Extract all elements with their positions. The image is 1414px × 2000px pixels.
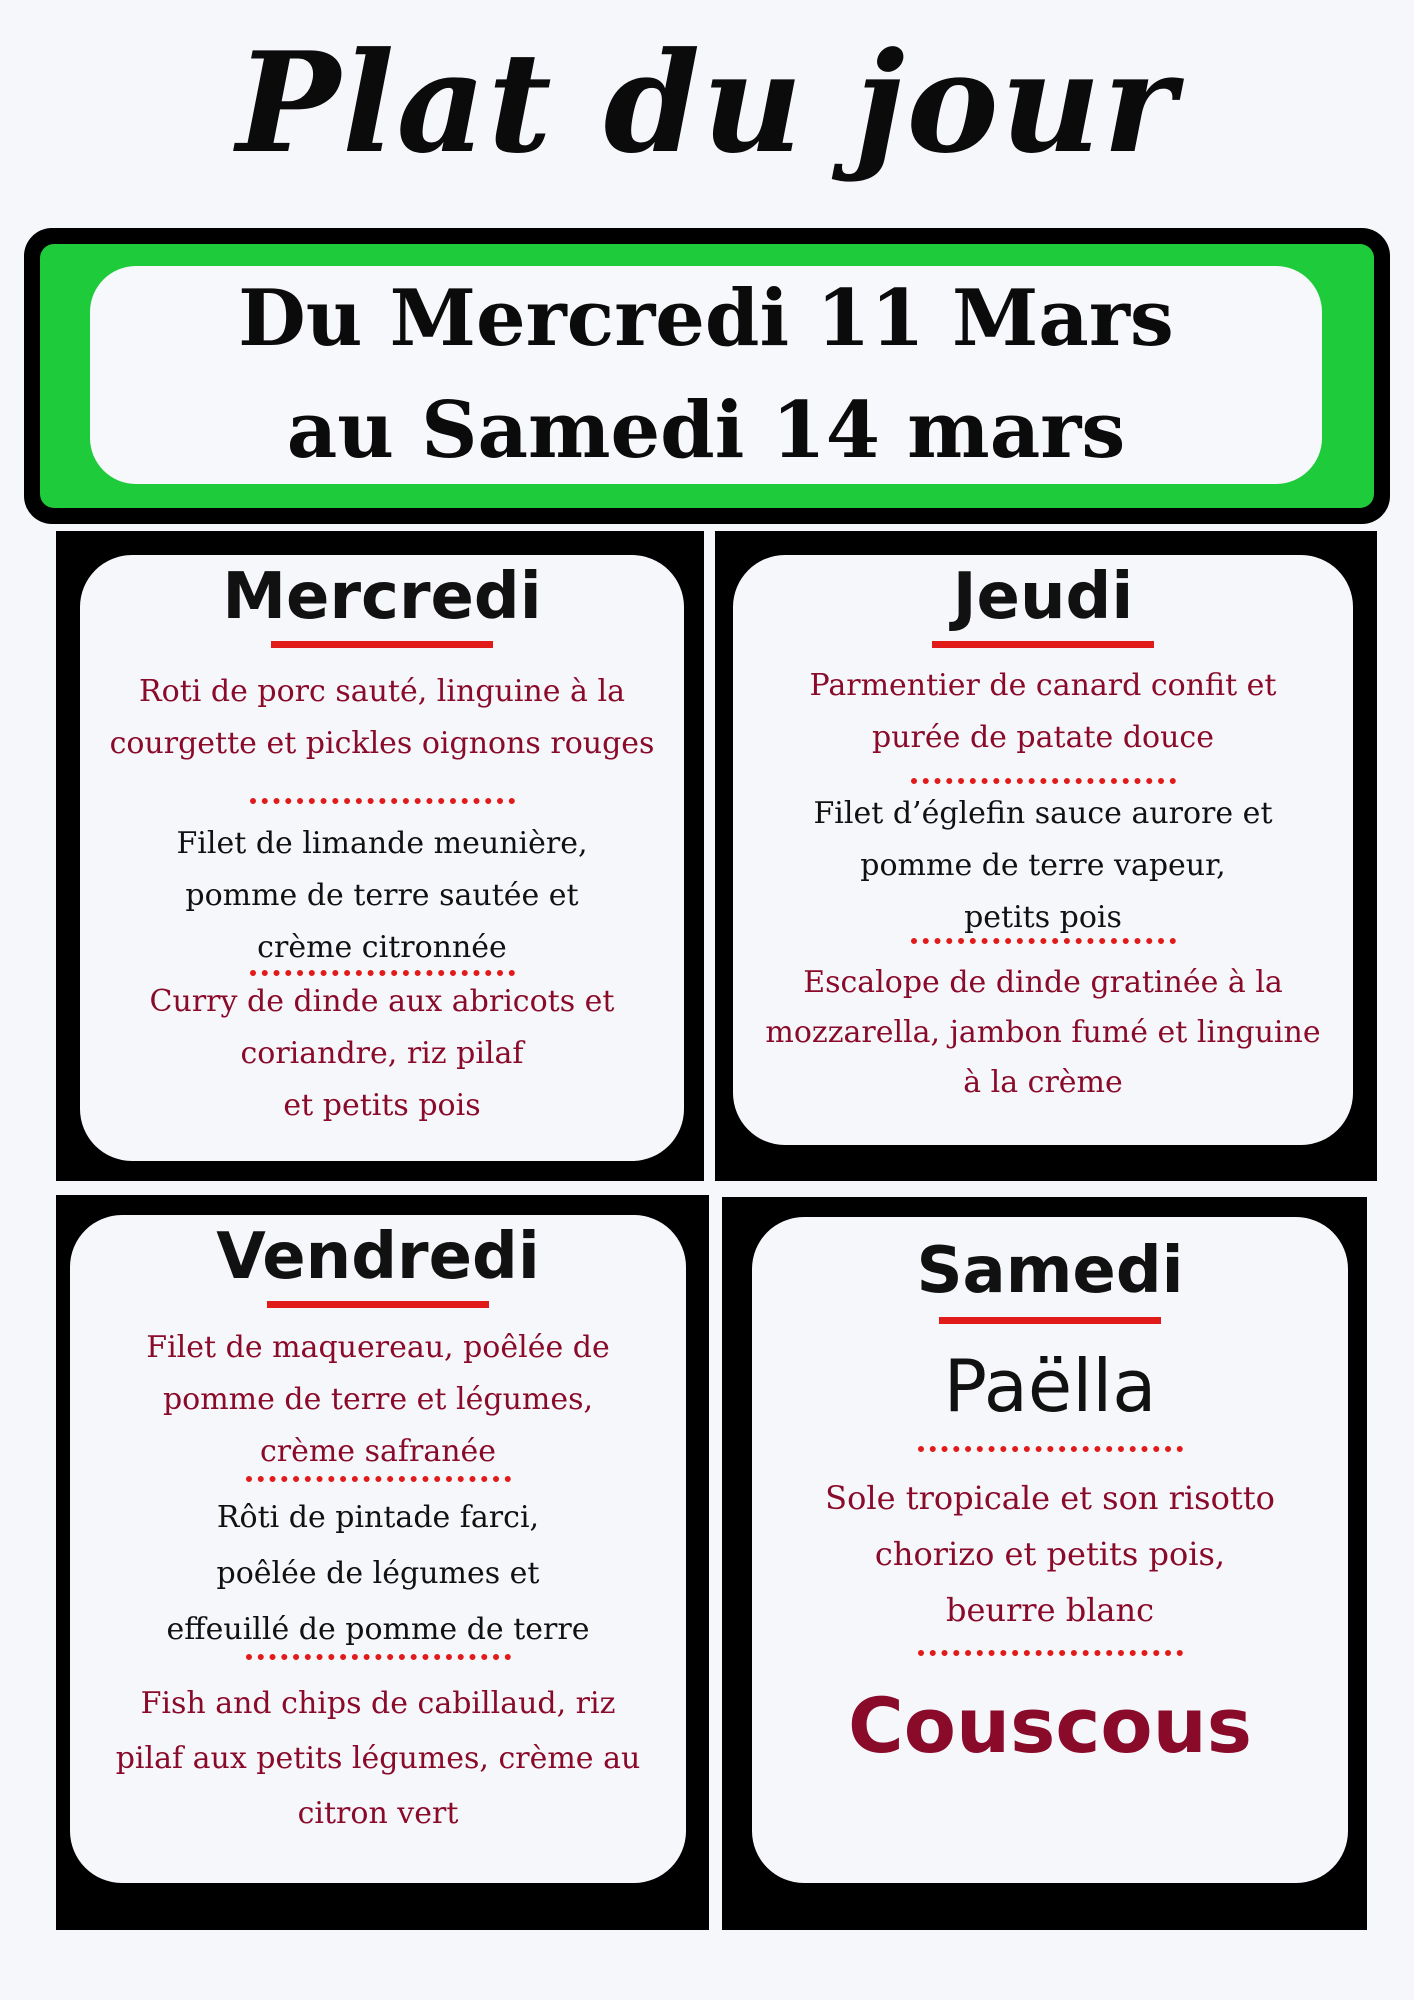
dish-mercredi-2 bbox=[80, 818, 684, 974]
card-mercredi bbox=[80, 555, 684, 1161]
dish-line: courgette et pickles oignons rouges bbox=[109, 726, 655, 761]
dish-samedi-1: Paëlla bbox=[943, 1344, 1157, 1428]
dish-line: Filet d’églefin sauce aurore et bbox=[813, 796, 1273, 831]
dish-line: crème citronnée bbox=[257, 930, 507, 965]
dish-line: purée de patate douce bbox=[872, 720, 1214, 755]
dish-jeudi-1 bbox=[733, 660, 1353, 764]
day-title-samedi: Samedi bbox=[916, 1234, 1184, 1308]
panel-vendredi bbox=[56, 1195, 709, 1930]
dish-samedi-3: Couscous bbox=[848, 1681, 1252, 1770]
dish-line: pomme de terre sautée et bbox=[185, 878, 579, 913]
dish-line: pomme de terre et légumes, bbox=[162, 1382, 594, 1417]
dish-line: Escalope de dinde gratinée à la bbox=[803, 965, 1283, 1000]
day-title-jeudi: Jeudi bbox=[952, 560, 1134, 634]
dish-line: pilaf aux petits légumes, crème au bbox=[115, 1741, 641, 1776]
dish-line: coriandre, riz pilaf bbox=[240, 1036, 524, 1071]
dish-line: et petits pois bbox=[283, 1088, 481, 1123]
panel-jeudi bbox=[715, 531, 1377, 1181]
day-title-mercredi: Mercredi bbox=[222, 560, 542, 634]
dish-mercredi-1 bbox=[80, 666, 684, 770]
page-title: Plat du jour bbox=[236, 21, 1178, 184]
dish-line: Curry de dinde aux abricots et bbox=[149, 984, 615, 1019]
dish-line: à la crème bbox=[963, 1065, 1123, 1100]
dish-line: Filet de limande meunière, bbox=[176, 826, 588, 861]
dish-line: citron vert bbox=[297, 1796, 459, 1831]
dish-line: Rôti de pintade farci, bbox=[216, 1500, 540, 1535]
dish-line: Parmentier de canard confit et bbox=[809, 668, 1277, 703]
card-jeudi bbox=[733, 555, 1353, 1145]
dish-line: Sole tropicale et son risotto bbox=[825, 1479, 1275, 1517]
dish-line: Fish and chips de cabillaud, riz bbox=[140, 1686, 616, 1721]
dish-jeudi-3 bbox=[733, 958, 1353, 1108]
dish-line: Filet de maquereau, poêlée de bbox=[146, 1330, 610, 1365]
panel-samedi bbox=[722, 1197, 1367, 1930]
panel-mercredi bbox=[56, 531, 704, 1181]
card-samedi bbox=[752, 1217, 1348, 1883]
dish-line: beurre blanc bbox=[945, 1591, 1155, 1629]
dish-line: pomme de terre vapeur, bbox=[860, 848, 1226, 883]
dish-line: Roti de porc sauté, linguine à la bbox=[139, 674, 625, 709]
dish-line: mozzarella, jambon fumé et linguine bbox=[765, 1015, 1321, 1050]
dish-vendredi-1 bbox=[70, 1322, 686, 1478]
dish-vendredi-3 bbox=[70, 1676, 686, 1841]
dish-line: crème safranée bbox=[259, 1434, 497, 1469]
dish-line: poêlée de légumes et bbox=[216, 1556, 540, 1591]
dish-mercredi-3 bbox=[80, 976, 684, 1132]
dish-line: chorizo et petits pois, bbox=[874, 1535, 1226, 1573]
dish-samedi-2 bbox=[752, 1470, 1348, 1638]
date-banner-inner bbox=[90, 266, 1322, 484]
dish-vendredi-2 bbox=[70, 1490, 686, 1658]
card-vendredi bbox=[70, 1215, 686, 1883]
dish-line: effeuillé de pomme de terre bbox=[166, 1612, 590, 1647]
dish-jeudi-2 bbox=[733, 788, 1353, 944]
day-title-vendredi: Vendredi bbox=[216, 1220, 540, 1294]
day-underline bbox=[271, 641, 493, 648]
dish-line: petits pois bbox=[964, 900, 1122, 935]
day-underline bbox=[267, 1301, 489, 1308]
day-underline bbox=[932, 641, 1154, 648]
date-range-start: Du Mercredi 11 Mars bbox=[238, 273, 1174, 364]
day-underline bbox=[939, 1317, 1161, 1324]
date-range-end: au Samedi 14 mars bbox=[286, 385, 1126, 476]
date-banner bbox=[24, 228, 1390, 524]
